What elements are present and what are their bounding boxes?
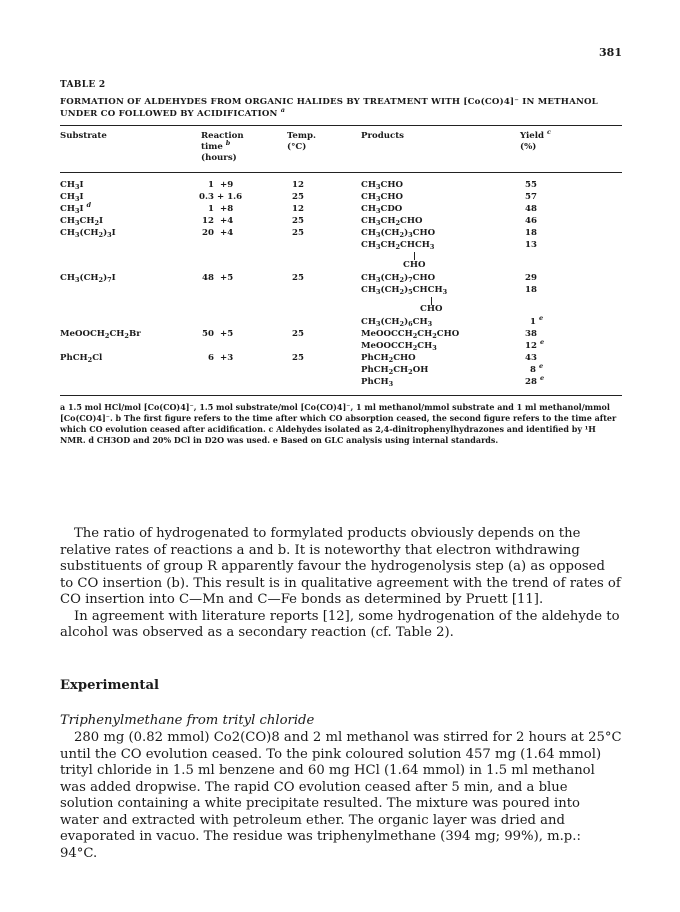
time-cell: + 1.6 <box>217 192 243 202</box>
yield-cell: 43 <box>525 353 537 363</box>
product-cell: $CH_3CDO$ <box>361 204 403 215</box>
time-cell: 50 <box>202 329 214 339</box>
header-reaction-time-word: time <box>201 142 223 152</box>
header-reaction-time <box>201 131 244 164</box>
yield-cell <box>530 314 544 328</box>
body-text-block <box>60 526 622 642</box>
temp-cell: 12 <box>292 180 304 190</box>
time-cell: +9 <box>220 180 234 190</box>
yield-cell: 18 <box>525 285 537 295</box>
temp-cell: 25 <box>292 273 304 283</box>
product-cell: $PhCH_2CH_2OH$ <box>361 365 429 376</box>
time-cell: +4 <box>220 216 234 226</box>
yield-cell: 38 <box>525 329 537 339</box>
product-cell: $CH_3CH_2CHO$ <box>361 216 423 227</box>
substrate-cell: $CH_3(CH_2)_3I$ <box>60 228 116 239</box>
header-products: Products <box>361 131 405 141</box>
yield-cell <box>525 374 545 388</box>
yield-cell: 29 <box>525 273 537 283</box>
header-yield-line1 <box>520 128 551 142</box>
yield-cell: 57 <box>525 192 537 202</box>
substrate-cell: $MeOOCH_2CH_2Br$ <box>60 329 141 340</box>
time-cell: 20 <box>202 228 214 238</box>
table-footnotes: a 1.5 mol HCl/mol [Co(CO)4]⁻, 1.5 mol substrate/mol [Co(CO)4]⁻, 1 ml methanol/mmol substrate and 1 ml methanol/mmol [Co(CO)4]⁻. b The first figure refers to the time after which CO absorption ceased, the second figure refers to the time after which CO evolution ceased after acidification. c Aldehydes isolated as 2,4-dinitrophenylhydrazones and identified by ¹H NMR. d CH3OD and 20% DCl in D2O was used. e Based on GLC analysis using internal standards. <box>60 402 617 445</box>
temp-cell: 25 <box>292 192 304 202</box>
time-cell: 48 <box>202 273 214 283</box>
header-yield-word: Yield <box>520 131 544 141</box>
branch-bond <box>414 252 415 260</box>
paragraph: The ratio of hydrogenated to formylated products obviously depends on the relative rates of reactions a and b. It is noteworthy that electron withdrawing substituents of group R apparently favour the hydrogenolysis step (a) as opposed to CO insertion (b). This result is in qualitative agreement with the trend of rates of CO insertion into C—Mn and C—Fe bonds as determined by Pruett [11]. <box>60 526 621 607</box>
yield-cell: 13 <box>525 240 537 250</box>
header-reaction-time-line3: (hours) <box>201 153 237 163</box>
header-reaction-time-line2 <box>201 139 244 153</box>
yield-cell: 18 <box>525 228 537 238</box>
product-cell: $CH_3CH_2CHCH_3$ <box>361 240 435 251</box>
temp-cell: 25 <box>292 329 304 339</box>
substrate-footnote-mark: d <box>86 201 92 209</box>
yield-footnote-mark: e <box>539 338 545 346</box>
temp-cell: 25 <box>292 216 304 226</box>
yield-footnote-mark: e <box>538 362 544 370</box>
substrate-cell: $CH_3I$ <box>60 180 84 191</box>
section-heading: Experimental <box>60 678 160 693</box>
header-temp <box>287 131 316 153</box>
product-branch: CHO <box>403 260 426 270</box>
temp-cell: 12 <box>292 204 304 214</box>
experimental-text <box>60 730 622 862</box>
header-yield-line2: (%) <box>520 142 537 152</box>
time-cell: 1 <box>208 204 214 214</box>
yield-footnote-mark: e <box>538 314 544 322</box>
time-cell: +5 <box>220 273 234 283</box>
substrate-cell: $CH_3CH_2I$ <box>60 216 104 227</box>
product-cell: $CH_3(CH_2)_5CHCH_3$ <box>361 285 448 296</box>
time-cell: +8 <box>220 204 234 214</box>
table-title-text: FORMATION OF ALDEHYDES FROM ORGANIC HALIDES BY TREATMENT WITH [Co(CO)4]⁻ IN METHANOL UNDER CO FOLLOWED BY ACIDIFICATION <box>60 97 598 119</box>
product-cell: $CH_3(CH_2)_7CHO$ <box>361 273 436 284</box>
yield-footnote-mark: e <box>539 374 545 382</box>
temp-cell: 25 <box>292 228 304 238</box>
header-reaction-time-mark: b <box>225 139 231 147</box>
table-top-rule <box>60 125 622 126</box>
time-cell: +3 <box>220 353 234 363</box>
header-substrate: Substrate <box>60 131 107 141</box>
product-cell: PhCH$_2$CHO <box>361 353 416 364</box>
substrate-cell: $CH_3I$ $^d$ <box>60 201 92 215</box>
product-cell: $CH_3CHO$ <box>361 180 403 191</box>
yield-value: 28 <box>525 377 537 387</box>
time-cell: 6 <box>208 353 214 363</box>
product-cell: $CH_3(CH_2)_6CH_3$ <box>361 317 433 328</box>
yield-value: 8 <box>530 365 536 375</box>
time-cell: 0.3 <box>199 192 214 202</box>
page <box>60 0 622 912</box>
yield-cell: 46 <box>525 216 537 226</box>
header-temp-line2: (°C) <box>287 142 307 152</box>
product-cell: $CH_3(CH_2)_3CHO$ <box>361 228 436 239</box>
table-bottom-rule <box>60 395 622 396</box>
product-branch: CHO <box>420 304 443 314</box>
substrate-cell: $CH_3(CH_2)_7I$ <box>60 273 116 284</box>
header-yield <box>520 128 551 153</box>
table-label: TABLE 2 <box>60 80 106 90</box>
page-number: 381 <box>599 46 622 59</box>
time-cell: 1 <box>208 180 214 190</box>
table-title <box>60 96 620 120</box>
temp-cell: 25 <box>292 353 304 363</box>
yield-value: 1 <box>530 317 536 327</box>
substrate-cell: PhCH$_2$Cl <box>60 353 103 364</box>
product-cell: $CH_3CHO$ <box>361 192 403 203</box>
paragraph: 280 mg (0.82 mmol) Co2(CO)8 and 2 ml methanol was stirred for 2 hours at 25°C until the CO evolution ceased. To the pink coloured solution 457 mg (1.64 mmol) trityl chloride in 1.5 ml benzene and 60 mg HCl (1.64 mmol) in 1.5 ml methanol was added dropwise. The rapid CO evolution ceased after 5 min, and a blue solution containing a white precipitate resulted. The mixture was poured into water and extracted with petroleum ether. The organic layer was dried and evaporated in vacuo. The residue was triphenylmethane (394 mg; 99%), m.p.: 94°C. <box>60 730 622 861</box>
table-title-footnote-mark: a <box>280 106 286 114</box>
yield-cell: 48 <box>525 204 537 214</box>
product-cell: $MeOOCCH_2CH_2CHO$ <box>361 329 460 340</box>
substrate-cell: $CH_3I$ <box>60 192 84 203</box>
time-cell: +5 <box>220 329 234 339</box>
yield-cell <box>525 338 545 352</box>
time-cell: +4 <box>220 228 234 238</box>
table-header-rule <box>60 172 622 173</box>
product-cell: $MeOOCCH_2CH_3$ <box>361 341 437 352</box>
time-cell: 12 <box>202 216 214 226</box>
header-temp-line1: Temp. <box>287 131 316 141</box>
yield-cell: 55 <box>525 180 537 190</box>
product-cell: PhCH$_3$ <box>361 377 394 388</box>
header-yield-mark: c <box>547 128 551 136</box>
header-reaction-time-line1: Reaction <box>201 131 244 141</box>
yield-value: 12 <box>525 341 537 351</box>
subsection-heading: Triphenylmethane from trityl chloride <box>60 713 315 728</box>
paragraph: In agreement with literature reports [12], some hydrogenation of the aldehyde to alcohol was observed as a secondary reaction (cf. Table 2). <box>60 608 620 640</box>
